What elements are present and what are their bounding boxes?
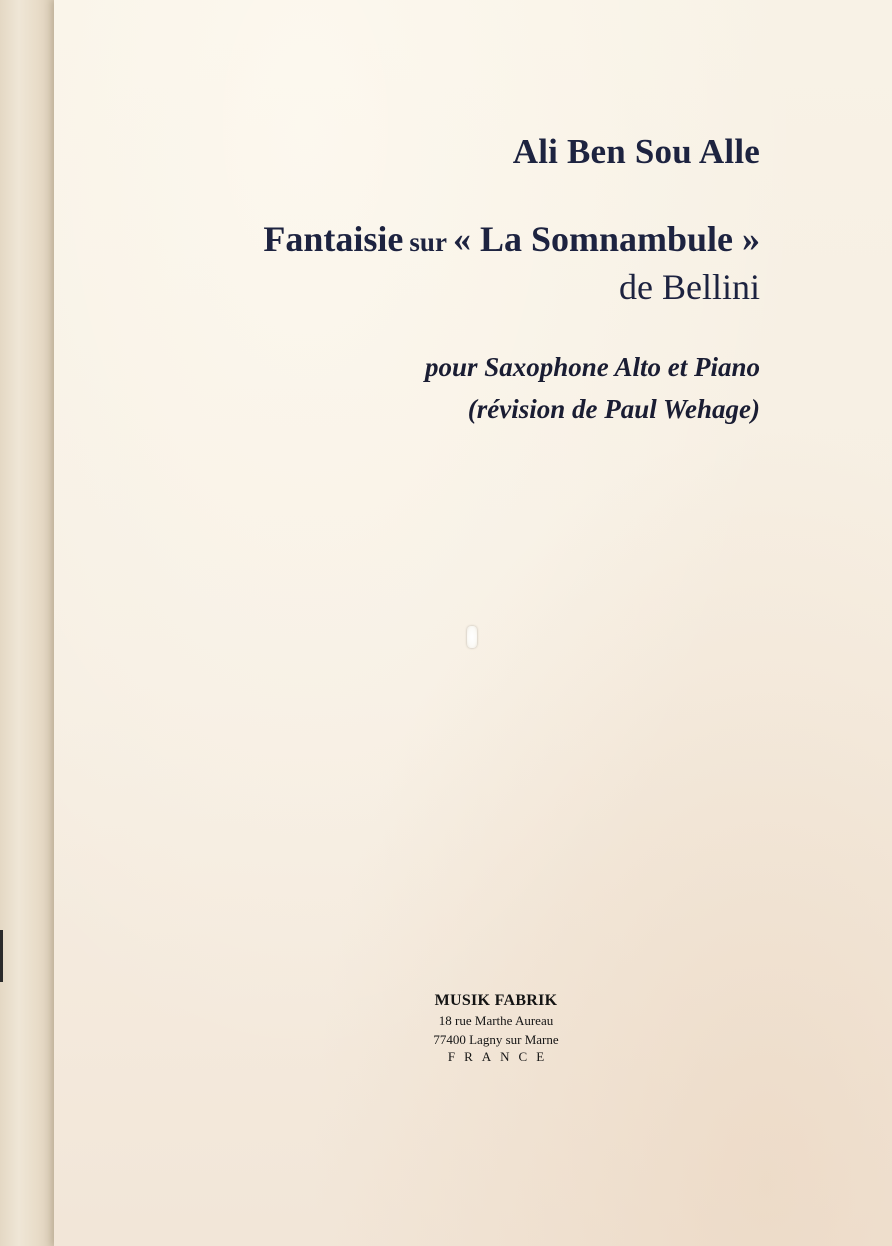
publisher-name: MUSIK FABRIK bbox=[434, 992, 558, 1009]
work-title bbox=[263, 218, 760, 260]
title-attribution: de Bellini bbox=[619, 267, 760, 307]
binding-mark bbox=[0, 930, 3, 982]
light-glare bbox=[467, 626, 477, 648]
cover-page bbox=[54, 0, 892, 1246]
publisher-street: 18 rue Marthe Aureau bbox=[438, 1013, 554, 1028]
publisher-city: 77400 Lagny sur Marne bbox=[433, 1032, 559, 1047]
binding-strip bbox=[0, 0, 54, 1246]
composer-name: Ali Ben Sou Alle bbox=[512, 132, 760, 171]
title-prefix: Fantaisie bbox=[263, 219, 404, 259]
title-connector: sur bbox=[409, 227, 447, 257]
instrumentation: pour Saxophone Alto et Piano bbox=[424, 352, 760, 382]
publisher-block bbox=[371, 992, 621, 1065]
title-work: « La Somnambule » bbox=[452, 219, 760, 259]
publisher-country: FRANCE bbox=[447, 1049, 554, 1064]
revision-credit: (révision de Paul Wehage) bbox=[467, 394, 760, 424]
